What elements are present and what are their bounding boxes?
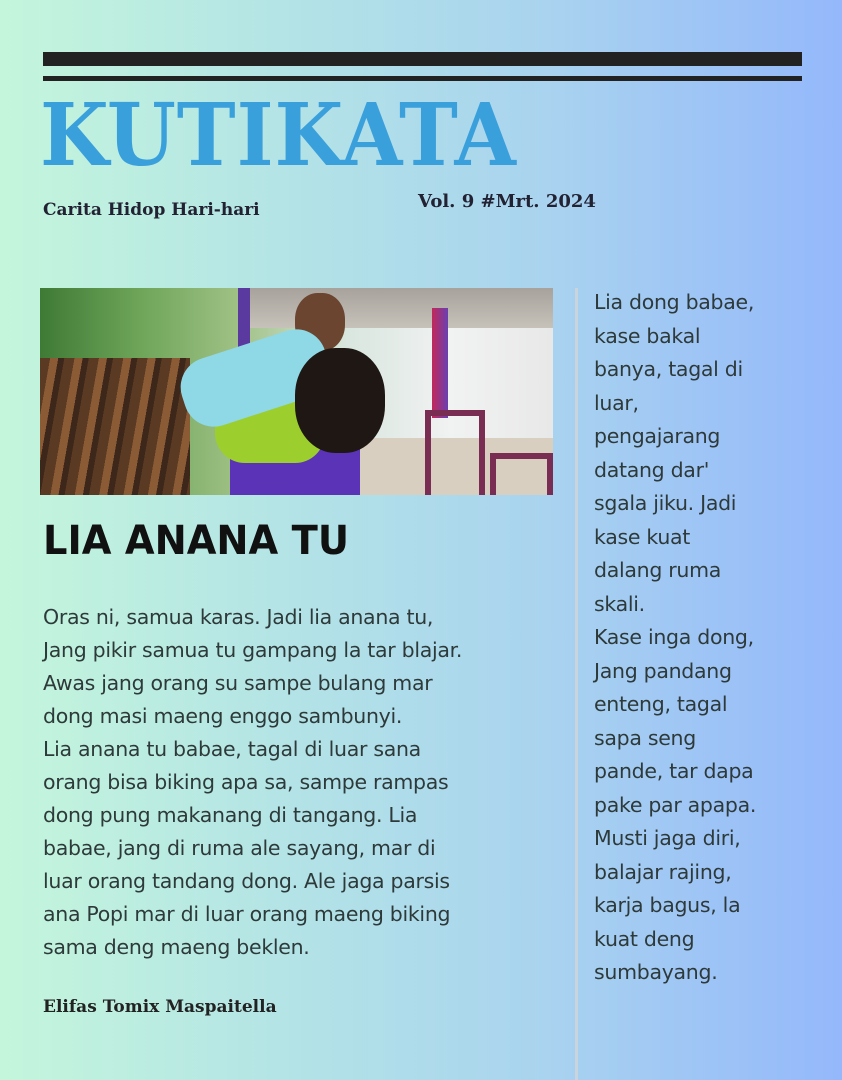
sidebar-line: skali. xyxy=(594,591,645,616)
sidebar-line: kuat deng xyxy=(594,926,695,951)
article-line: babae, jang di ruma ale sayang, mar di xyxy=(43,836,436,860)
article-headline: LIA ANANA TU xyxy=(43,518,350,564)
sidebar-line: dalang ruma xyxy=(594,558,722,582)
photo-chair xyxy=(490,453,553,495)
sidebar-line: karja bagus, la xyxy=(594,893,741,917)
article-line: ana Popi mar di luar orang maeng biking xyxy=(43,902,451,926)
article-line: dong pung makanang di tangang. Lia xyxy=(43,803,418,827)
masthead-tagline: Carita Hidop Hari-hari xyxy=(43,200,260,220)
masthead-title: KUTIKATA xyxy=(40,85,517,186)
article-line: dong masi maeng enggo sambunyi. xyxy=(43,704,403,728)
sidebar-line: banya, tagal di xyxy=(594,357,743,381)
article-body xyxy=(43,601,563,964)
photo-chair xyxy=(425,410,485,495)
article-line: luar orang tandang dong. Ale jaga parsis xyxy=(43,869,450,893)
sidebar-line: pande, tar dapa xyxy=(594,759,754,783)
sidebar-line: datang dar' xyxy=(594,457,710,482)
article-author: Elifas Tomix Maspaitella xyxy=(43,997,277,1017)
sidebar-line: luar, xyxy=(594,390,639,415)
sidebar-line: pengajarang xyxy=(594,424,721,448)
photo-roof xyxy=(240,288,553,328)
sidebar-line: Kase inga dong, xyxy=(594,625,754,649)
article-line: Jang pikir samua tu gampang la tar blajar. xyxy=(43,638,463,662)
article-line: Oras ni, samua karas. Jadi lia anana tu, xyxy=(43,605,434,629)
column-divider xyxy=(575,288,578,1080)
photo-bamboo-stack xyxy=(40,358,190,495)
sidebar-line: balajar rajing, xyxy=(594,859,732,884)
masthead-rule-thick xyxy=(43,52,802,66)
article-line: Lia anana tu babae, tagal di luar sana xyxy=(43,737,421,761)
sidebar-line: kase bakal xyxy=(594,323,701,348)
sidebar-line: Jang pandang xyxy=(594,658,732,683)
sidebar-line: Musti jaga diri, xyxy=(594,826,741,850)
sidebar-line: sapa seng xyxy=(594,725,696,750)
sidebar-line: kase kuat xyxy=(594,524,691,549)
masthead-rule-thin xyxy=(43,76,802,81)
sidebar-column xyxy=(594,286,834,990)
sidebar-line: enteng, tagal xyxy=(594,692,728,716)
sidebar-line: sumbayang. xyxy=(594,960,718,984)
photo-child-hair xyxy=(295,348,385,453)
issue-volume: Vol. 9 #Mrt. 2024 xyxy=(418,191,596,212)
article-photo xyxy=(40,288,553,495)
article-line: Awas jang orang su sampe bulang mar xyxy=(43,671,433,695)
sidebar-line: Lia dong babae, xyxy=(594,290,755,314)
photo-pole xyxy=(432,308,448,418)
sidebar-line: sgala jiku. Jadi xyxy=(594,491,737,515)
article-line: orang bisa biking apa sa, sampe rampas xyxy=(43,770,449,794)
article-line: sama deng maeng beklen. xyxy=(43,935,310,959)
sidebar-line: pake par apapa. xyxy=(594,792,757,817)
